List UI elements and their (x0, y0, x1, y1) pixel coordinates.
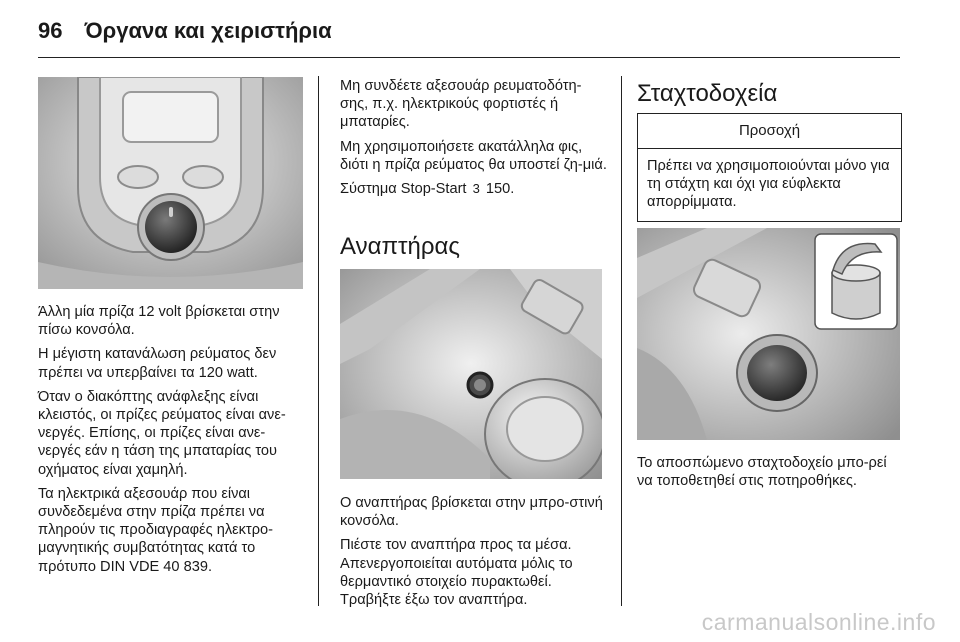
reference-text: Σύστημα Stop-Start (340, 181, 467, 198)
page-title: Όργανα και χειριστήρια (84, 18, 332, 43)
right-column-text (637, 454, 905, 496)
ashtray-figure (637, 228, 900, 440)
left-column-text (38, 303, 308, 582)
page-number: 96 (38, 18, 63, 43)
section-heading-ashtrays: Σταχτοδοχεία (637, 80, 778, 107)
section-heading-lighter: Αναπτήρας (340, 233, 460, 260)
caution-text: Πρέπει να χρησιμοποιούνται μόνο για τη στάχτη και όχι για εύφλεκτα απορρίμματα. (647, 158, 890, 211)
watermark: carmanualsonline.info (701, 609, 936, 635)
paragraph: Μη συνδέετε αξεσουάρ ρευματοδότη‐σης, π.χ. ηλεκτρικούς φορτιστές ή μπαταρίες. (340, 78, 582, 131)
rear-console-socket-figure (38, 77, 303, 289)
paragraph: Μη χρησιμοποιήσετε ακατάλληλα φις, διότι η πρίζα ρεύματος θα υποστεί ζη‐μιά. (340, 138, 607, 173)
paragraph: Η μέγιστη κατανάλωση ρεύματος δεν πρέπει να υπερβαίνει τα 120 watt. (38, 346, 277, 381)
paragraph: Όταν ο διακόπτης ανάφλεξης είναι κλειστός, οι πρίζες ρεύματος είναι ανε‐νεργές. Επίσης, οι πρίζες είναι ανε‐νεργές εάν η τάση της μπαταρίας του οχήματος είναι χαμηλή. (38, 388, 286, 478)
reference-arrow-icon: 3 (472, 181, 480, 197)
cross-reference[interactable] (340, 180, 608, 198)
caution-title: Προσοχή (638, 114, 901, 149)
paragraph: Πιέστε τον αναπτήρα προς τα μέσα. Απενεργοποιείται αυτόματα μόλις το θερμαντικό στοιχείο πυρακτωθεί. Τραβήξτε έξω τον αναπτήρα. (340, 537, 573, 609)
paragraph: Τα ηλεκτρικά αξεσουάρ που είναι συνδεδεμένα στην πρίζα πρέπει να πληρούν τις προδιαγραφές ηλεκτρο‐μαγνητικής συμβατότητας κατά το πρότυπο DIN VDE 40 839. (38, 485, 273, 575)
column-divider-2 (621, 76, 622, 606)
caution-box (637, 113, 902, 222)
paragraph: Άλλη μία πρίζα 12 volt βρίσκεται στην πίσω κονσόλα. (38, 304, 280, 339)
header-rule (38, 57, 900, 58)
middle-column-text-2 (340, 494, 608, 615)
column-divider-1 (318, 76, 319, 606)
cigarette-lighter-figure (340, 269, 602, 479)
reference-page: 150. (485, 181, 515, 198)
paragraph: Ο αναπτήρας βρίσκεται στην μπρο‐στινή κονσόλα. (340, 495, 603, 530)
middle-column-text (340, 77, 608, 204)
paragraph: Το αποσπώμενο σταχτοδοχείο μπο‐ρεί να τοποθετηθεί στις ποτηροθήκες. (637, 455, 887, 490)
page-header (38, 18, 332, 48)
